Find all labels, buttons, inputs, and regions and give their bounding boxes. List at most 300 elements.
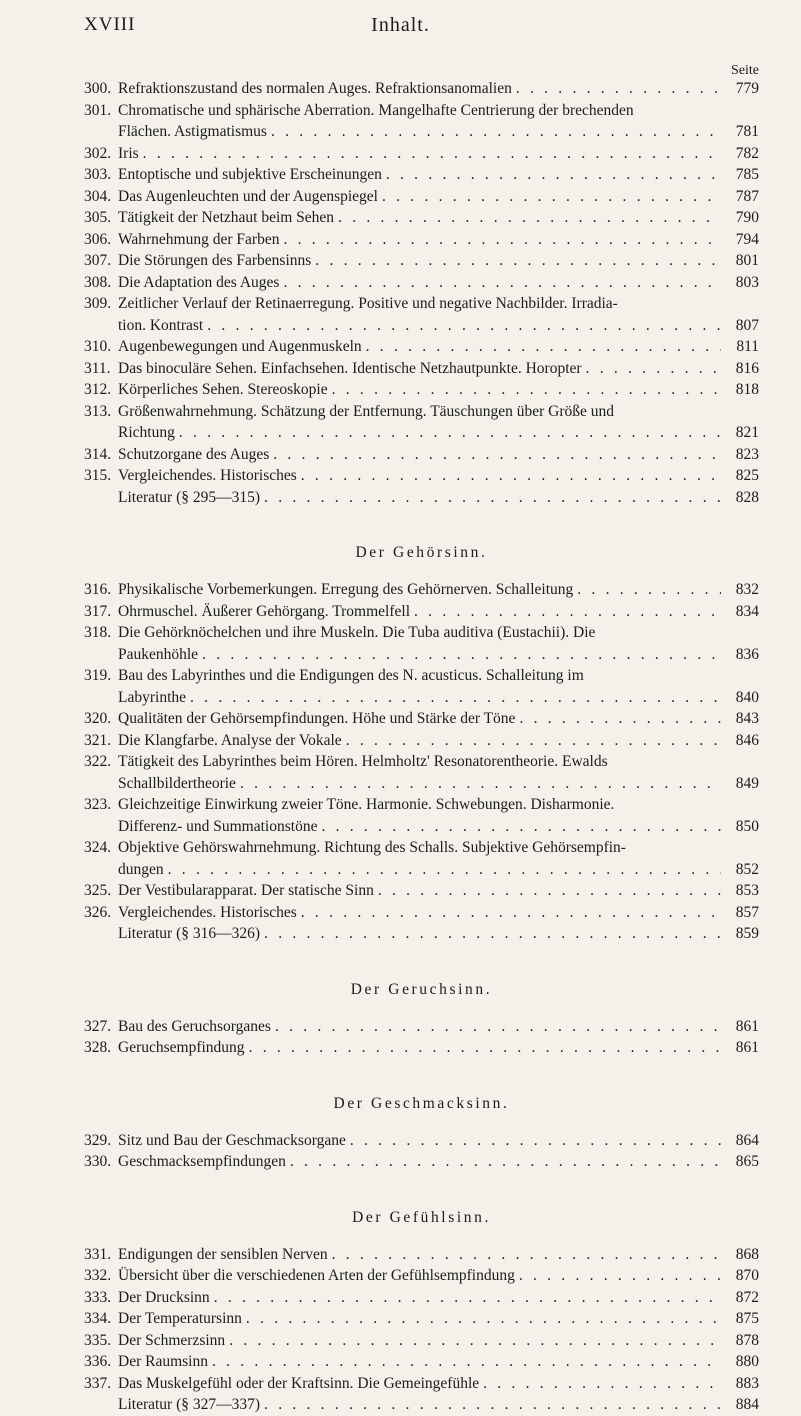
entry-last-line — [118, 1244, 759, 1266]
entry-title: Physikalische Vorbemerkungen. Erregung des Gehörnerven. Schalleitung — [118, 581, 574, 598]
dot-leader — [273, 444, 721, 466]
dot-leader — [264, 923, 721, 945]
entry-title: Der Raumsinn — [118, 1353, 208, 1370]
entry-number: 329. — [84, 1131, 112, 1149]
entry-last-line — [118, 880, 759, 902]
toc-entry — [84, 730, 759, 752]
entry-title: tion. Kontrast — [118, 316, 204, 334]
toc-entry — [84, 358, 759, 380]
dot-leader — [350, 1130, 721, 1152]
entry-page-number: 853 — [735, 882, 759, 899]
toc-entry — [84, 1244, 759, 1266]
entry-title: Entoptische und subjektive Erscheinungen — [118, 166, 382, 183]
toc-entry — [84, 837, 759, 880]
entry-last-line — [118, 229, 759, 251]
entry-body — [118, 1265, 759, 1287]
entry-page-number: 864 — [735, 1131, 759, 1149]
dot-leader — [338, 207, 721, 229]
entry-title: Vergleichendes. Historisches — [118, 903, 297, 921]
toc-entry — [84, 444, 759, 466]
entry-number: 311. — [84, 359, 111, 377]
entry-last-line — [118, 186, 759, 208]
entry-last-line — [118, 379, 759, 401]
dot-leader — [332, 1244, 721, 1266]
toc-entry — [84, 751, 759, 794]
entry-text-line: Bau des Labyrinthes und die Endigungen des N. acusticus. Schalleitung im — [118, 667, 584, 684]
entry-title: Differenz- und Summationstöne — [118, 817, 318, 835]
entry-page-number: 861 — [735, 1039, 759, 1056]
entry-last-line — [118, 358, 759, 380]
entry-page-number: 787 — [735, 187, 759, 205]
entry-text-line: Objektive Gehörswahrnehmung. Richtung des Schalls. Subjektive Gehörsempfin- — [118, 839, 626, 856]
entry-text-line: Zeitlicher Verlauf der Retinaerregung. Positive und negative Nachbilder. Irradia- — [118, 295, 618, 312]
toc-entry — [84, 1151, 759, 1173]
entry-number: 331. — [84, 1245, 112, 1263]
entry-page-number: 816 — [735, 359, 759, 377]
entry-last-line — [118, 687, 759, 709]
entry-page-number: 782 — [735, 144, 759, 162]
entry-page-number: 825 — [735, 467, 759, 484]
entry-last-line — [118, 1308, 759, 1330]
entry-last-line — [118, 121, 759, 143]
entry-page-number: 870 — [735, 1267, 759, 1284]
dot-leader — [290, 1151, 721, 1173]
entry-number: 326. — [84, 903, 112, 921]
entry-last-line — [118, 1151, 759, 1173]
entry-title: Geschmacksempfindungen — [118, 1153, 286, 1170]
entry-number: 306. — [84, 230, 112, 248]
entry-body — [118, 487, 759, 509]
toc-entry — [84, 250, 759, 272]
entry-last-line — [118, 902, 759, 924]
entry-title: Schutzorgane des Auges — [118, 445, 270, 463]
entry-number: 300. — [84, 80, 112, 97]
entry-title: Der Drucksinn — [118, 1288, 210, 1306]
entry-page-number: 781 — [735, 123, 759, 140]
entry-body — [118, 923, 759, 945]
toc-entry — [84, 143, 759, 165]
dot-leader — [366, 336, 721, 358]
entry-number: 317. — [84, 602, 112, 620]
entry-text-line: Tätigkeit des Labyrinthes beim Hören. Helmholtz' Resonatorentheorie. Ewalds — [118, 753, 608, 770]
entry-number: 327. — [84, 1017, 112, 1035]
dot-leader — [202, 644, 721, 666]
entry-body — [118, 143, 759, 165]
dot-leader — [143, 143, 721, 165]
entry-number: 321. — [84, 731, 112, 749]
dot-leader — [519, 708, 721, 730]
entry-page-number: 846 — [735, 731, 759, 749]
entry-page-number: 840 — [735, 688, 759, 706]
dot-leader — [346, 730, 721, 752]
entry-title: Literatur (§ 327—337) — [118, 1396, 261, 1413]
entry-body — [118, 358, 759, 380]
entry-title: Ohrmuschel. Äußerer Gehörgang. Trommelfell — [118, 602, 411, 620]
toc-entry — [84, 579, 759, 601]
dot-leader — [301, 902, 721, 924]
entry-body — [118, 293, 759, 336]
entry-title: Vergleichendes. Historisches — [118, 467, 297, 484]
entry-page-number: 849 — [735, 774, 759, 792]
dot-leader — [271, 121, 721, 143]
toc-entry — [84, 1351, 759, 1373]
entry-number: 319. — [84, 667, 112, 684]
entry-title: Sitz und Bau der Geschmacksorgane — [118, 1131, 346, 1149]
entry-body — [118, 1037, 759, 1059]
entry-number: 302. — [84, 144, 112, 162]
entry-number: 305. — [84, 209, 112, 226]
entry-page-number: 852 — [735, 860, 759, 878]
entry-page-number: 880 — [735, 1353, 759, 1370]
entry-title: Das Muskelgefühl oder der Kraftsinn. Die Gemeingefühle — [118, 1374, 480, 1392]
entry-page-number: 883 — [735, 1374, 759, 1392]
entry-body — [118, 751, 759, 794]
toc-entry — [84, 487, 759, 509]
entry-number: 312. — [84, 381, 112, 398]
entry-number: 332. — [84, 1267, 112, 1284]
entry-page-number: 850 — [735, 817, 759, 835]
entry-text-line: Chromatische und sphärische Aberration. Mangelhafte Centrierung der brechenden — [118, 101, 634, 119]
toc-entry — [84, 465, 759, 487]
entry-number: 324. — [84, 839, 112, 856]
toc-entry — [84, 601, 759, 623]
entry-body — [118, 444, 759, 466]
entry-page-number: 811 — [736, 338, 759, 355]
entry-title: Übersicht über die verschiedenen Arten der Gefühlsempfindung — [118, 1267, 515, 1284]
entry-body — [118, 730, 759, 752]
entry-last-line — [118, 143, 759, 165]
entry-page-number: 823 — [735, 445, 759, 463]
entry-last-line — [118, 1265, 759, 1287]
entry-body — [118, 579, 759, 601]
entry-page-number: 875 — [735, 1310, 759, 1327]
entry-number: 334. — [84, 1310, 112, 1327]
entry-last-line — [118, 923, 759, 945]
entry-number: 335. — [84, 1331, 112, 1349]
dot-leader — [301, 465, 721, 487]
entry-title: Das binoculäre Sehen. Einfachsehen. Identische Netzhautpunkte. Horopter — [118, 359, 582, 377]
toc-entry — [84, 272, 759, 294]
entry-body — [118, 1244, 759, 1266]
entry-last-line — [118, 1287, 759, 1309]
dot-leader — [586, 358, 721, 380]
dot-leader — [229, 1330, 721, 1352]
entry-body — [118, 207, 759, 229]
entry-number: 314. — [84, 445, 112, 463]
entry-body — [118, 1373, 759, 1395]
entry-number: 328. — [84, 1039, 112, 1056]
entry-title: Iris — [118, 144, 139, 162]
running-title: Inhalt. — [371, 14, 430, 36]
entry-last-line — [118, 773, 759, 795]
toc-entry — [84, 100, 759, 143]
dot-leader — [207, 315, 721, 337]
toc-section — [84, 979, 759, 1059]
entry-page-number: 801 — [735, 252, 759, 269]
entry-title: dungen — [118, 860, 164, 878]
dot-leader — [332, 379, 721, 401]
entry-title: Körperliches Sehen. Stereoskopie — [118, 381, 328, 398]
toc-entry — [84, 708, 759, 730]
entry-last-line — [118, 816, 759, 838]
dot-leader — [283, 229, 721, 251]
dot-leader — [321, 816, 721, 838]
entry-title: Der Schmerzsinn — [118, 1331, 226, 1349]
dot-leader — [246, 1308, 721, 1330]
entry-last-line — [118, 444, 759, 466]
dot-leader — [214, 1287, 721, 1309]
entry-number: 325. — [84, 882, 112, 899]
entry-number: 309. — [84, 295, 112, 312]
entry-body — [118, 794, 759, 837]
entry-title: Das Augenleuchten und der Augenspiegel — [118, 187, 378, 205]
entry-page-number: 872 — [735, 1288, 759, 1306]
entry-title: Tätigkeit der Netzhaut beim Sehen — [118, 209, 335, 226]
entry-title: Die Klangfarbe. Analyse der Vokale — [118, 731, 342, 749]
entry-title: Geruchsempfindung — [118, 1039, 245, 1056]
entry-page-number: 828 — [735, 488, 759, 506]
entry-title: Paukenhöhle — [118, 645, 199, 663]
entry-last-line — [118, 730, 759, 752]
dot-leader — [378, 880, 721, 902]
toc-section — [84, 1207, 759, 1416]
dot-leader — [190, 687, 721, 709]
toc-entry — [84, 1037, 759, 1059]
entry-last-line — [118, 708, 759, 730]
toc-entry — [84, 207, 759, 229]
entry-last-line — [118, 164, 759, 186]
toc-entry — [84, 1265, 759, 1287]
toc-entry — [84, 1287, 759, 1309]
entry-body — [118, 1151, 759, 1173]
entry-text-line: Gleichzeitige Einwirkung zweier Töne. Harmonie. Schwebungen. Disharmonie. — [118, 796, 615, 813]
entry-body — [118, 379, 759, 401]
entry-title: Die Adaptation des Auges — [118, 273, 280, 291]
entry-title: Augenbewegungen und Augenmuskeln — [118, 338, 362, 355]
dot-leader — [577, 579, 721, 601]
entry-page-number: 794 — [735, 230, 759, 248]
toc-entry — [84, 336, 759, 358]
toc-entry — [84, 1308, 759, 1330]
entry-last-line — [118, 1130, 759, 1152]
entry-number: 337. — [84, 1374, 112, 1392]
entry-body — [118, 1130, 759, 1152]
toc-entry — [84, 1330, 759, 1352]
dot-leader — [414, 601, 721, 623]
entry-page-number: 821 — [735, 424, 759, 441]
entry-body — [118, 229, 759, 251]
toc-section — [84, 542, 759, 945]
entry-title: Refraktionszustand des normalen Auges. Refraktionsanomalien — [118, 80, 512, 97]
entry-number: 318. — [84, 624, 112, 641]
entry-page-number: 861 — [735, 1017, 759, 1035]
dot-leader — [386, 164, 721, 186]
page-column-label: Seite — [731, 63, 759, 78]
entry-body — [118, 1330, 759, 1352]
entry-body — [118, 100, 759, 143]
entry-text-line: Die Gehörknöchelchen und ihre Muskeln. Die Tuba auditiva (Eustachii). Die — [118, 624, 596, 641]
entry-last-line — [118, 207, 759, 229]
entry-page-number: 884 — [735, 1396, 759, 1413]
toc-entry — [84, 78, 759, 100]
section-heading: Der Gefühlsinn. — [352, 1208, 491, 1226]
entry-last-line — [118, 465, 759, 487]
entry-number: 336. — [84, 1353, 112, 1370]
entry-number: 322. — [84, 753, 112, 770]
entry-page-number: 865 — [735, 1153, 759, 1170]
entry-page-number: 779 — [735, 80, 759, 97]
entry-last-line — [118, 487, 759, 509]
entry-title: Bau des Geruchsorganes — [118, 1017, 271, 1035]
entry-body — [118, 622, 759, 665]
dot-leader — [264, 1394, 721, 1416]
toc-entry — [84, 164, 759, 186]
entry-body — [118, 465, 759, 487]
entry-number: 313. — [84, 402, 112, 420]
toc-entry — [84, 1373, 759, 1395]
entry-number: 307. — [84, 252, 112, 269]
entry-title: Richtung — [118, 424, 175, 441]
entry-last-line — [118, 1016, 759, 1038]
entry-title: Literatur (§ 295—315) — [118, 488, 261, 506]
entry-body — [118, 1016, 759, 1038]
entry-number: 315. — [84, 467, 112, 484]
entry-page-number: 878 — [735, 1331, 759, 1349]
toc-entry — [84, 186, 759, 208]
dot-leader — [283, 272, 721, 294]
toc-entry — [84, 401, 759, 444]
entry-body — [118, 78, 759, 100]
dot-leader — [519, 1265, 721, 1287]
toc-section — [84, 78, 759, 508]
entry-title: Die Störungen des Farbensinns — [118, 252, 312, 269]
entry-last-line — [118, 250, 759, 272]
entry-last-line — [118, 579, 759, 601]
entry-body — [118, 601, 759, 623]
entry-body — [118, 708, 759, 730]
dot-leader — [168, 859, 721, 881]
toc-entry — [84, 229, 759, 251]
entry-number: 320. — [84, 710, 112, 727]
dot-leader — [516, 78, 721, 100]
entry-title: Literatur (§ 316—326) — [118, 925, 261, 942]
entry-body — [118, 1351, 759, 1373]
toc-entry — [84, 923, 759, 945]
entry-page-number: 803 — [735, 273, 759, 291]
entry-number: 304. — [84, 187, 112, 205]
toc-entry — [84, 622, 759, 665]
entry-last-line — [118, 859, 759, 881]
entry-page-number: 785 — [735, 166, 759, 183]
toc-entry — [84, 1016, 759, 1038]
section-heading: Der Gehörsinn. — [355, 544, 488, 561]
toc-entry — [84, 293, 759, 336]
entry-last-line — [118, 272, 759, 294]
entry-last-line — [118, 1330, 759, 1352]
toc-entry — [84, 794, 759, 837]
dot-leader — [249, 1037, 721, 1059]
entry-last-line — [118, 422, 759, 444]
table-of-contents — [84, 78, 759, 1416]
entry-body — [118, 1394, 759, 1416]
entry-body — [118, 164, 759, 186]
page-number: XVIII — [84, 14, 136, 35]
entry-title: Endigungen der sensiblen Nerven — [118, 1245, 328, 1263]
entry-last-line — [118, 1351, 759, 1373]
entry-number: 301. — [84, 101, 112, 119]
entry-body — [118, 902, 759, 924]
entry-body — [118, 1308, 759, 1330]
dot-leader — [240, 773, 721, 795]
entry-title: Qualitäten der Gehörsempfindungen. Höhe und Stärke der Töne — [118, 710, 516, 727]
entry-page-number: 834 — [735, 602, 759, 620]
entry-last-line — [118, 336, 759, 358]
entry-last-line — [118, 78, 759, 100]
entry-last-line — [118, 601, 759, 623]
entry-body — [118, 401, 759, 444]
entry-title: Labyrinthe — [118, 688, 187, 706]
entry-text-line: Größenwahrnehmung. Schätzung der Entfernung. Täuschungen über Größe und — [118, 402, 614, 420]
entry-last-line — [118, 644, 759, 666]
entry-title: Der Temperatursinn — [118, 1310, 242, 1327]
section-heading: Der Geruchsinn. — [350, 980, 493, 998]
entry-number: 310. — [84, 338, 112, 355]
entry-body — [118, 186, 759, 208]
entry-body — [118, 665, 759, 708]
entry-body — [118, 336, 759, 358]
entry-page-number: 807 — [735, 316, 759, 334]
entry-title: Der Vestibularapparat. Der statische Sinn — [118, 882, 374, 899]
entry-page-number: 832 — [735, 581, 759, 598]
entry-title: Schallbildertheorie — [118, 774, 236, 792]
toc-entry — [84, 665, 759, 708]
entry-last-line — [118, 1037, 759, 1059]
entry-page-number: 843 — [735, 710, 759, 727]
entry-body — [118, 250, 759, 272]
dot-leader — [212, 1351, 721, 1373]
dot-leader — [483, 1373, 721, 1395]
entry-number: 330. — [84, 1153, 112, 1170]
entry-page-number: 836 — [735, 645, 759, 663]
entry-body — [118, 837, 759, 880]
entry-title: Flächen. Astigmatismus — [118, 123, 267, 140]
entry-number: 308. — [84, 273, 112, 291]
dot-leader — [179, 422, 721, 444]
toc-entry — [84, 1394, 759, 1416]
entry-page-number: 818 — [735, 381, 759, 398]
entry-last-line — [118, 315, 759, 337]
section-heading: Der Geschmacksinn. — [333, 1094, 510, 1112]
dot-leader — [315, 250, 721, 272]
entry-page-number: 790 — [735, 209, 759, 226]
entry-page-number: 857 — [735, 903, 759, 921]
toc-entry — [84, 902, 759, 924]
toc-entry — [84, 880, 759, 902]
toc-entry — [84, 1130, 759, 1152]
entry-number: 323. — [84, 796, 112, 813]
entry-page-number: 868 — [735, 1245, 759, 1263]
dot-leader — [382, 186, 721, 208]
toc-section — [84, 1093, 759, 1173]
entry-number: 316. — [84, 581, 112, 598]
entry-body — [118, 1287, 759, 1309]
toc-entry — [84, 379, 759, 401]
entry-body — [118, 880, 759, 902]
entry-last-line — [118, 1373, 759, 1395]
entry-last-line — [118, 1394, 759, 1416]
dot-leader — [275, 1016, 721, 1038]
entry-title: Wahrnehmung der Farben — [118, 230, 280, 248]
